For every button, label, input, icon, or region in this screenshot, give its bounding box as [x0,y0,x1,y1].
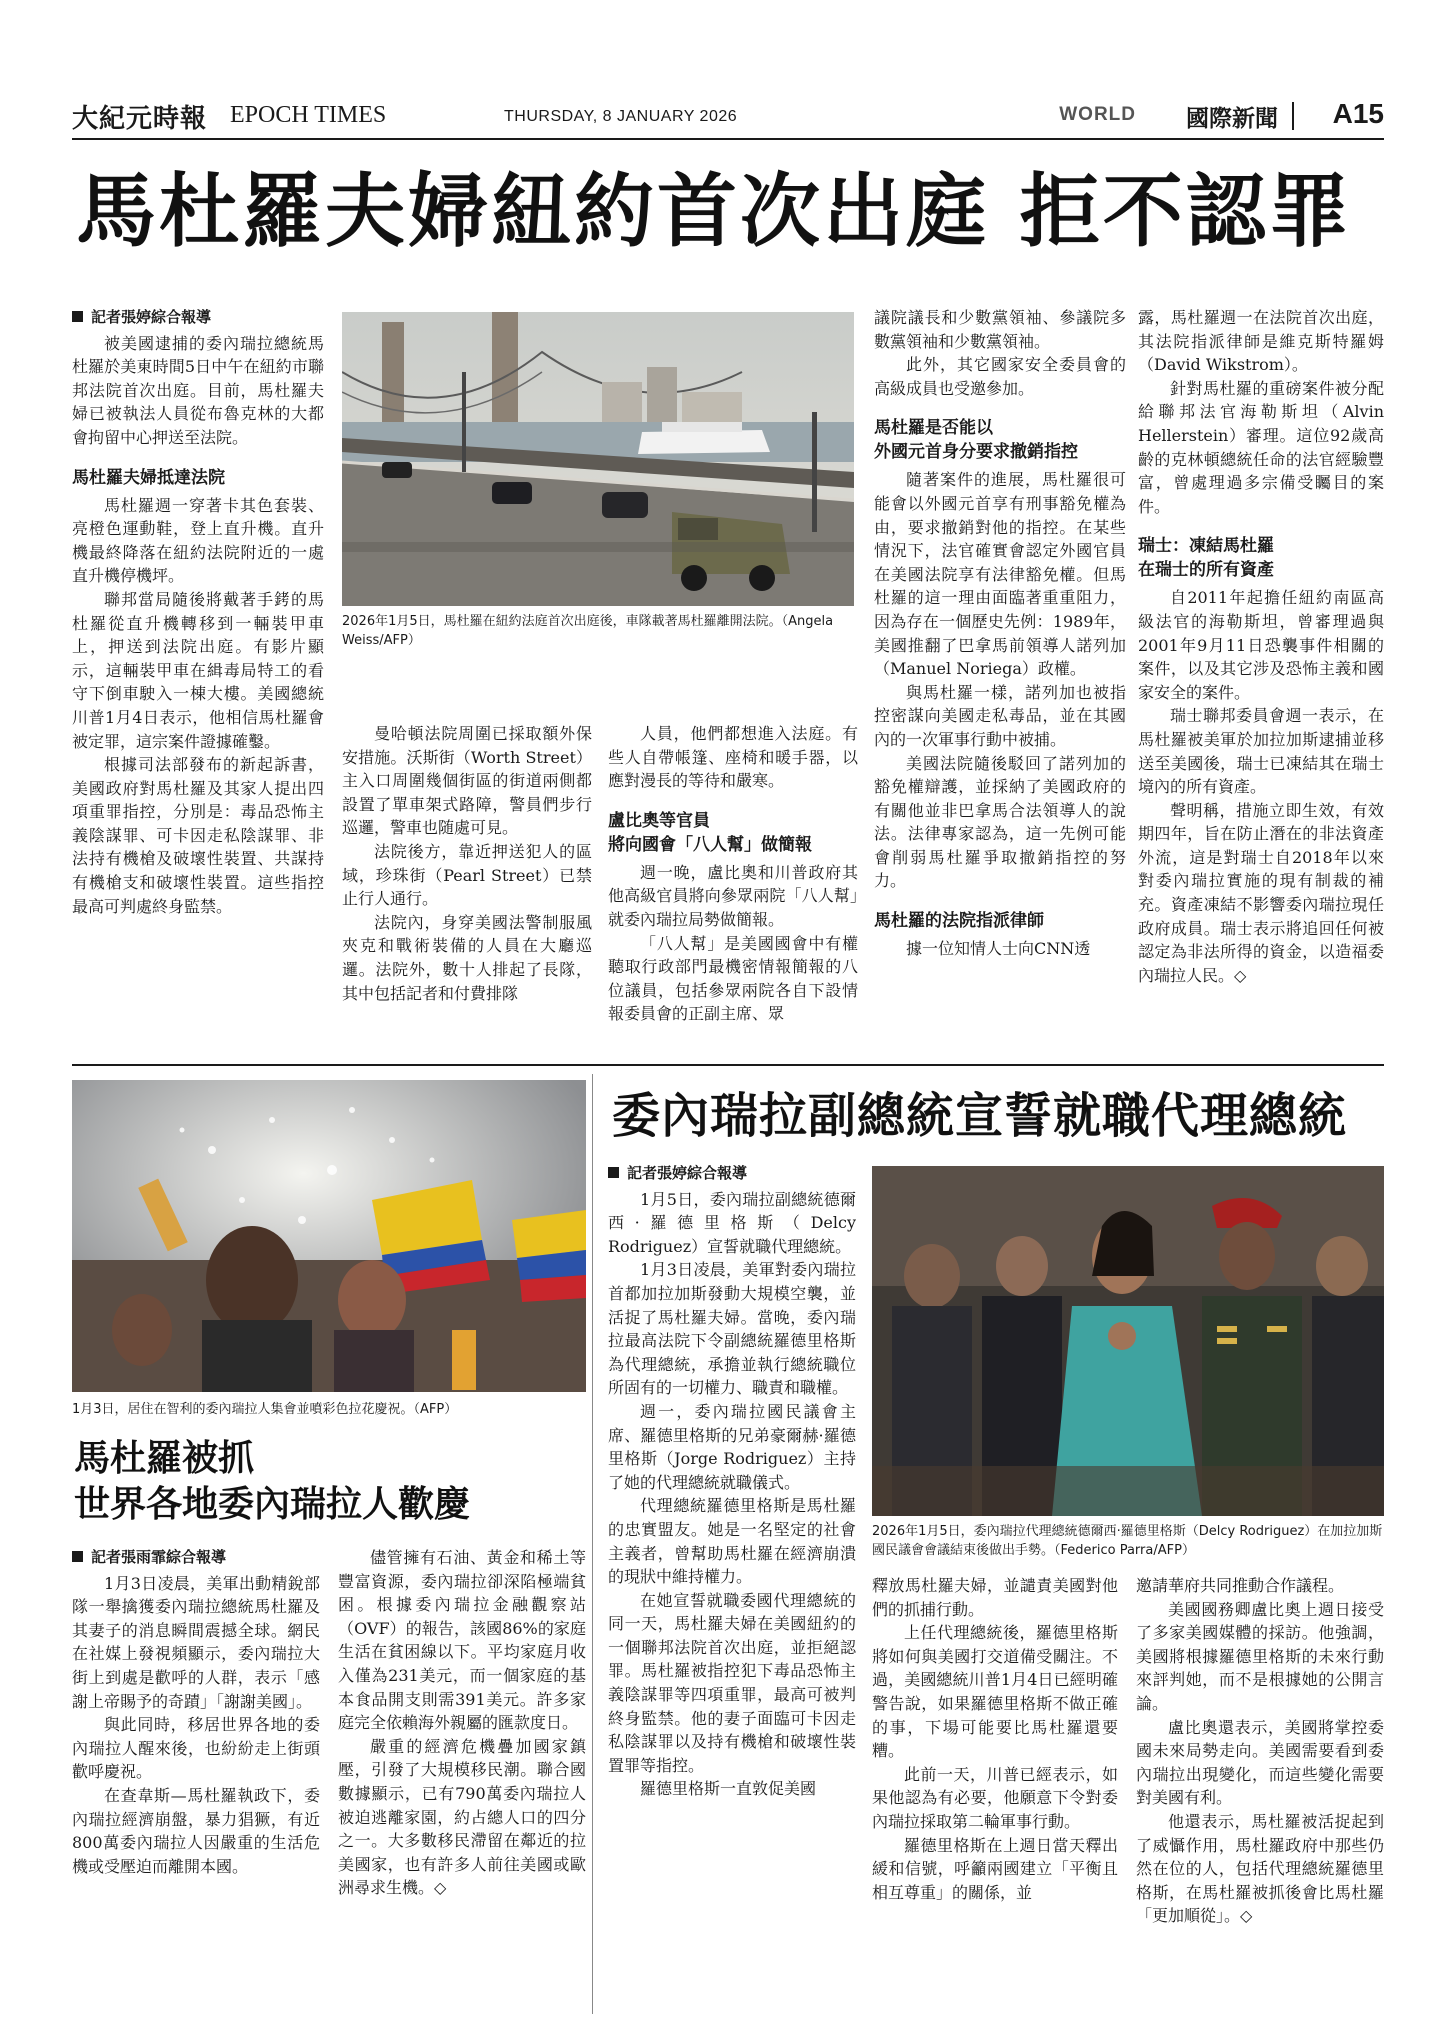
paragraph: 議院議長和少數黨領袖、參議院多數黨領袖和少數黨領袖。 [874,308,1126,351]
story1-byline: 記者張婷綜合報導 [72,306,324,330]
story3-column-2 [872,1574,1118,1904]
story1-photo-caption: 2026年1月5日，馬杜羅在紐約法庭首次出庭後，車隊載著馬杜羅離開法院。（Angela Weiss/AFP） [342,614,834,648]
paragraph: 與此同時，移居世界各地的委內瑞拉人醒來後，也紛紛走上街頭歡呼慶祝。 [72,1715,320,1782]
column-divider-rule [592,1074,593,2014]
story1-column-4 [874,306,1126,961]
subheading: 馬杜羅的法院指派律師 [874,911,1044,932]
logo-chinese: 大紀元時報 [72,104,208,134]
paragraph: 美國法院隨後駁回了諾列加的豁免權辯護，並採納了美國政府的有關他並非巴拿馬合法領導人的說法。法律專家認為，這一先例可能會削弱馬杜羅爭取撤銷指控的努力。 [874,753,1126,891]
paragraph: 1月5日，委內瑞拉副總統德爾西·羅德里格斯（Delcy Rodriguez）宣誓就職代理總統。 [608,1189,856,1256]
logo-english: EPOCH TIMES [230,102,387,128]
paragraph: 被美國逮捕的委內瑞拉總統馬杜羅於美東時間5日中午在紐約市聯邦法院首次出庭。目前，馬杜羅夫婦已被執法人員從布魯克林的大都會拘留中心押送至法院。 [72,333,324,447]
paragraph: 自2011年起擔任紐約南區高級法官的海勒斯坦，曾審理過與2001年9月11日恐襲事件相關的案件，以及其它涉及恐怖主義和國家安全的案件。 [1138,588,1384,702]
story1-column-5 [1138,306,1384,987]
paragraph: 邀請華府共同推動合作議程。 [1136,1576,1345,1595]
motorcade-photo-image [342,312,854,606]
paragraph: 在查韋斯—馬杜羅執政下，委內瑞拉經濟崩盤，暴力猖獗，有近800萬委內瑞拉人因嚴重的生活危機或受壓迫而離開本國。 [72,1785,320,1876]
story3-headline: 委內瑞拉副總統宣誓就職代理總統 [612,1088,1348,1144]
paragraph: 瑞士聯邦委員會週一表示，在馬杜羅被美軍於加拉加斯逮捕並移送至美國後，瑞士已凍結其在瑞士境內的所有資產。 [1138,706,1384,797]
story3-column-1 [608,1162,856,1801]
paragraph: 聲明稱，措施立即生效，有效期四年，旨在防止潛在的非法資產外流，這是對瑞士自2018年以來對委內瑞拉實施的現有制裁的補充。資產凍結不影響委內瑞拉現任政府成員。瑞士表示將追回任何被認定為非法所得的資金，以造福委內瑞拉人民。◇ [1138,800,1384,985]
celebration-photo-image [72,1080,586,1392]
paragraph: 他還表示，馬杜羅被活捉起到了威懾作用，馬杜羅政府中那些仍然在位的人，包括代理總統羅德里格斯，在馬杜羅被抓後會比馬杜羅「更加順從」。◇ [1136,1811,1384,1926]
paragraph: 週一，委內瑞拉國民議會主席、羅德里格斯的兄弟豪爾赫·羅德里格斯（Jorge Rodriguez）主持了她的代理總統就職儀式。 [608,1401,856,1492]
section-chinese: 國際新聞 [1186,106,1278,132]
paragraph: 「八人幫」是美國國會中有權聽取行政部門最機密情報簡報的八位議員，包括參眾兩院各自下設情報委員會的正副主席、眾 [608,933,858,1024]
subheading: 馬杜羅是否能以 外國元首身分要求撤銷指控 [874,418,1078,463]
masthead [72,96,1384,140]
story3-photo-rodriguez [872,1166,1384,1516]
byline-square-icon [608,1167,619,1178]
story2-photo-celebration [72,1080,586,1392]
paragraph: 聯邦當局隨後將戴著手銬的馬杜羅從直升機轉移到一輛裝甲車上，押送到法院出庭。有影片顯示，這輛裝甲車在緝毒局特工的看守下倒車駛入一棟大樓。美國總統川普1月4日表示，他相信馬杜羅會被定罪，這宗案件證據確鑿。 [72,589,324,751]
section-divider-rule [72,1064,1384,1066]
paragraph: 儘管擁有石油、黃金和稀土等豐富資源，委內瑞拉卻深陷極端貧困。根據委內瑞拉金融觀察站（OVF）的報告，該國86%的家庭生活在貧困線以下。平均家庭月收入僅為231美元，而一個家庭的基本食品開支則需391美元。許多家庭完全依賴海外親屬的匯款度日。 [338,1548,586,1733]
story2-headline-line1: 馬杜羅被抓 [74,1438,255,1479]
paragraph: 露，馬杜羅週一在法院首次出庭，其法院指派律師是維克斯特羅姆（David Wikstrom）。 [1138,308,1384,375]
masthead-rule [72,138,1384,140]
story3-photo-caption: 2026年1月5日，委內瑞拉代理總統德爾西·羅德里格斯（Delcy Rodriguez）在加拉加斯國民議會會議結束後做出手勢。（Federico Parra/AFP） [872,1524,1383,1558]
paragraph: 週一晚，盧比奧和川普政府其他高級官員將向參眾兩院「八人幫」就委內瑞拉局勢做簡報。 [608,862,858,929]
story2-headline [74,1436,470,1528]
paragraph: 上任代理總統後，羅德里格斯將如何與美國打交道備受關注。不過，美國總統川普1月4日已經明確警告說，如果羅德里格斯不做正確的事，下場可能要比馬杜羅還要糟。 [872,1623,1118,1761]
paragraph: 曼哈頓法院周圍已採取額外保安措施。沃斯街（Worth Street）主入口周圍幾個街區的街道兩側都設置了單車架式路障，警員們步行巡邏，警車也随處可見。 [342,724,592,838]
paragraph: 根據司法部發布的新起訴書，美國政府對馬杜羅及其家人提出四項重罪指控，分別是：毒品恐怖主義陰謀罪、可卡因走私陰謀罪、非法持有機槍及破壞性裝置、共謀持有機槍支和破壞性裝置。這些指控最高可判處終身監禁。 [72,755,324,916]
issue-date: THURSDAY, 8 JANUARY 2026 [504,108,738,125]
paragraph: 與馬杜羅一樣，諾列加也被指控密謀向美國走私毒品，並在其國內的一次軍事行動中被捕。 [874,682,1126,749]
subheading: 馬杜羅夫婦抵達法院 [72,467,225,488]
story2-column-2 [338,1546,586,1900]
paragraph: 據一位知情人士向CNN透 [906,939,1091,959]
paragraph: 法院後方，靠近押送犯人的區域，珍珠街（Pearl Street）已禁止行人通行。 [342,841,592,909]
story1-photo-motorcade [342,312,854,606]
paragraph: 此外，其它國家安全委員會的高級成員也受邀參加。 [874,355,1126,398]
story1-column-1 [72,306,324,918]
story1-column-3 [608,722,858,1026]
story2-column-1 [72,1546,320,1878]
byline-square-icon [72,1551,83,1562]
story1-headline: 馬杜羅夫婦紐約首次出庭 拒不認罪 [76,165,1352,258]
paragraph: 羅德里格斯在上週日當天釋出緩和信號，呼籲兩國建立「平衡且相互尊重」的關係，並 [872,1835,1118,1902]
subheading: 盧比奧等官員 將向國會「八人幫」做簡報 [608,810,812,855]
paragraph: 馬杜羅週一穿著卡其色套裝、亮橙色運動鞋，登上直升機。直升機最終降落在紐約法院附近的一處直升機停機坪。 [72,495,324,586]
story1-column-2 [342,722,592,1005]
section-english: WORLD [1059,104,1136,125]
paragraph: 1月3日凌晨，美軍出動精銳部隊一舉擒獲委內瑞拉總統馬杜羅及其妻子的消息瞬間震撼全球。網民在社媒上發視頻顯示，委內瑞拉大街上到處是歡呼的人群，表示「感謝上帝賜予的奇蹟」「謝謝美國」。 [72,1573,320,1711]
byline-square-icon [72,311,83,322]
rodriguez-photo-image [872,1166,1384,1516]
paragraph: 盧比奧還表示，美國將掌控委國未來局勢走向。美國需要看到委內瑞拉出現變化，而這些變化需要對美國有利。 [1136,1717,1384,1808]
paragraph: 1月3日凌晨，美軍對委內瑞拉首都加拉加斯發動大規模空襲，並活捉了馬杜羅夫婦。當晚，委內瑞拉最高法院下令副總統羅德里格斯為代理總統，承擔並執行總統職位所固有的一切權力、職責和職權。 [608,1260,856,1398]
section-divider [1292,102,1294,130]
subheading: 瑞士：凍結馬杜羅 在瑞士的所有資產 [1138,536,1274,581]
paragraph: 羅德里格斯一直敦促美國 [640,1779,817,1799]
paragraph: 嚴重的經濟危機疊加國家鎮壓，引發了大規模移民潮。聯合國數據顯示，已有790萬委內瑞拉人被迫逃離家園，約占總人口的四分之一。大多數移民滯留在鄰近的拉美國家，也有許多人前往美國或歐洲尋求生機。◇ [338,1736,586,1898]
story3-column-3 [1136,1574,1384,1928]
story3-byline: 記者張婷綜合報導 [608,1162,856,1186]
story2-photo-caption: 1月3日，居住在智利的委內瑞拉人集會並噴彩色拉花慶祝。（AFP） [72,1402,458,1417]
paragraph: 代理總統羅德里格斯是馬杜羅的忠實盟友。她是一名堅定的社會主義者，曾幫助馬杜羅在經濟崩潰的現狀中維持權力。 [608,1496,856,1587]
story2-headline-line2: 世界各地委內瑞拉人歡慶 [74,1484,471,1525]
paragraph: 針對馬杜羅的重磅案件被分配給聯邦法官海勒斯坦（Alvin Hellerstein）審理。這位92歲高齡的克林頓總統任命的法官經驗豐富，曾處理過多宗備受矚目的案件。 [1138,378,1384,516]
paragraph: 釋放馬杜羅夫婦，並譴責美國對他們的抓捕行動。 [872,1576,1118,1619]
paragraph: 隨著案件的進展，馬杜羅很可能會以外國元首享有刑事豁免權為由，要求撤銷對他的指控。在某些情況下，法官確實會認定外國官員在美國法院享有法律豁免權。但馬杜羅的這一理由面臨著重重阻力，因為存在一個歷史先例：1989年，美國推翻了巴拿馬前領導人諾列加（Manuel Noriega）政權。 [874,470,1126,679]
paragraph: 在她宣誓就職委國代理總統的同一天，馬杜羅夫婦在美國紐約的一個聯邦法院首次出庭，並拒絕認罪。馬杜羅被指控犯下毒品恐怖主義陰謀罪等四項重罪，最高可被判終身監禁。他的妻子面臨可卡因走私陰謀罪以及持有機槍和破壞性裝置罪等指控。 [608,1590,856,1775]
paragraph: 人員，他們都想進入法庭。有些人自帶帳篷、座椅和暖手器，以應對漫長的等待和嚴寒。 [608,724,858,791]
page-number: A15 [1332,98,1384,129]
paragraph: 美國國務卿盧比奧上週日接受了多家美國媒體的採訪。他強調，美國將根據羅德里格斯的未來行動來評判她，而不是根據她的公開言論。 [1136,1599,1384,1713]
story2-byline: 記者張雨霏綜合報導 [72,1546,320,1570]
paragraph: 此前一天，川普已經表示，如果他認為有必要，他願意下令對委內瑞拉採取第二輪軍事行動。 [872,1764,1118,1831]
paragraph: 法院內，身穿美國法警制服風夾克和戰術裝備的人員在大廳巡邏。法院外，數十人排起了長隊，其中包括記者和付費排隊 [342,912,592,1003]
